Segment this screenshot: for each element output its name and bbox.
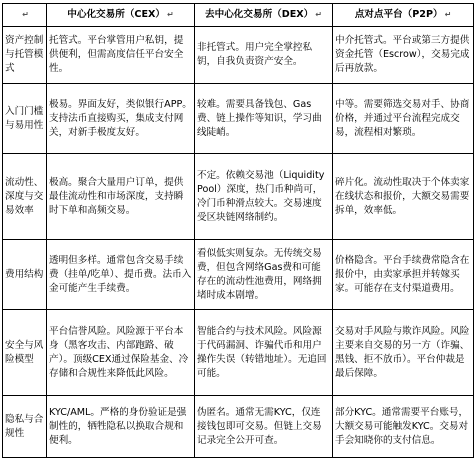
header-cex: 中心化交易所（CEX） ↵ [47, 4, 195, 27]
dex-cell: 非托管式。用户完全掌控私钥，自我负责资产安全。 [195, 27, 333, 84]
row-dimension: 资产控制与托管模式 [3, 27, 47, 84]
row-dimension: 流动性、深度与交易效率 [3, 154, 47, 240]
header-p2p: 点对点平台（P2P） ↵ [333, 4, 474, 27]
table-row [3, 154, 474, 240]
dex-cell: 伪匿名。通常无需KYC，仅连接钱包即可交易。但链上交易记录完全公开可查。 [195, 396, 333, 458]
table-row [3, 27, 474, 84]
cex-cell: 托管式。平台掌管用户私钥，提供便利，但需高度信任平台安全性。 [47, 27, 195, 84]
row-dimension: 隐私与合规性 [3, 396, 47, 458]
table-row [3, 84, 474, 154]
dex-cell: 智能合约与技术风险。风险源于代码漏洞、诈骗代币和用户操作失误（转错地址）。无追回可能。 [195, 310, 333, 396]
p2p-cell: 中介托管式。平台或第三方提供资金托管（Escrow），交易完成后再放款。 [333, 27, 474, 84]
cex-cell: 极易。界面友好，类似银行APP。支持法币直接购买，集成支付网关，对新手极度友好。 [47, 84, 195, 154]
row-dimension: 入门门槛与易用性 [3, 84, 47, 154]
dex-cell: 不定。依赖交易池（Liquidity Pool）深度，热门币种尚可，冷门币种滑点较大。交易速度受区块链网络制约。 [195, 154, 333, 240]
p2p-cell: 交易对手风险与欺诈风险。风险主要来自交易的另一方（诈骗、黑钱、拒不放币）。平台仲裁是最后保障。 [333, 310, 474, 396]
p2p-cell: 部分KYC。通常需要平台账号，大额交易可能触发KYC。交易对手会知晓你的支付信息。 [333, 396, 474, 458]
cex-cell: KYC/AML。严格的身份验证是强制性的，牺牲隐私以换取合规和便利。 [47, 396, 195, 458]
cex-cell: 透明但多样。通常包含交易手续费（挂单/吃单）、提币费。法币入金可能产生手续费。 [47, 240, 195, 310]
cex-cell: 平台信誉风险。风险源于平台本身（黑客攻击、内部跑路、破产）。顶级CEX通过保险基金、冷存储和合规性来降低此风险。 [47, 310, 195, 396]
header-dex: 去中心化交易所（DEX） ↵ [195, 4, 333, 27]
row-dimension: 安全与风险模型 [3, 310, 47, 396]
cex-cell: 极高。聚合大量用户订单，提供最佳流动性和市场深度，支持瞬时下单和高频交易。 [47, 154, 195, 240]
row-dimension: 费用结构 [3, 240, 47, 310]
dex-cell: 看似低实则复杂。无传统交易费，但包含网络Gas费和可能存在的流动性池费用，网络拥堵时成本剧增。 [195, 240, 333, 310]
p2p-cell: 价格隐含。平台手续费常隐含在报价中，由卖家承担并转嫁买家。可能存在支付渠道费用。 [333, 240, 474, 310]
table-row [3, 310, 474, 396]
table-row [3, 240, 474, 310]
p2p-cell: 碎片化。流动性取决于个体卖家在线状态和报价，大额交易需要拆单，效率低。 [333, 154, 474, 240]
header-empty-cell: ↵ [3, 4, 47, 27]
dex-cell: 较难。需要具备钱包、Gas费、链上操作等知识，学习曲线陡峭。 [195, 84, 333, 154]
p2p-cell: 中等。需要筛选交易对手、协商价格，并通过平台流程完成交易，流程相对繁琐。 [333, 84, 474, 154]
header-row [3, 4, 474, 27]
table-row [3, 396, 474, 458]
comparison-table [2, 3, 474, 458]
